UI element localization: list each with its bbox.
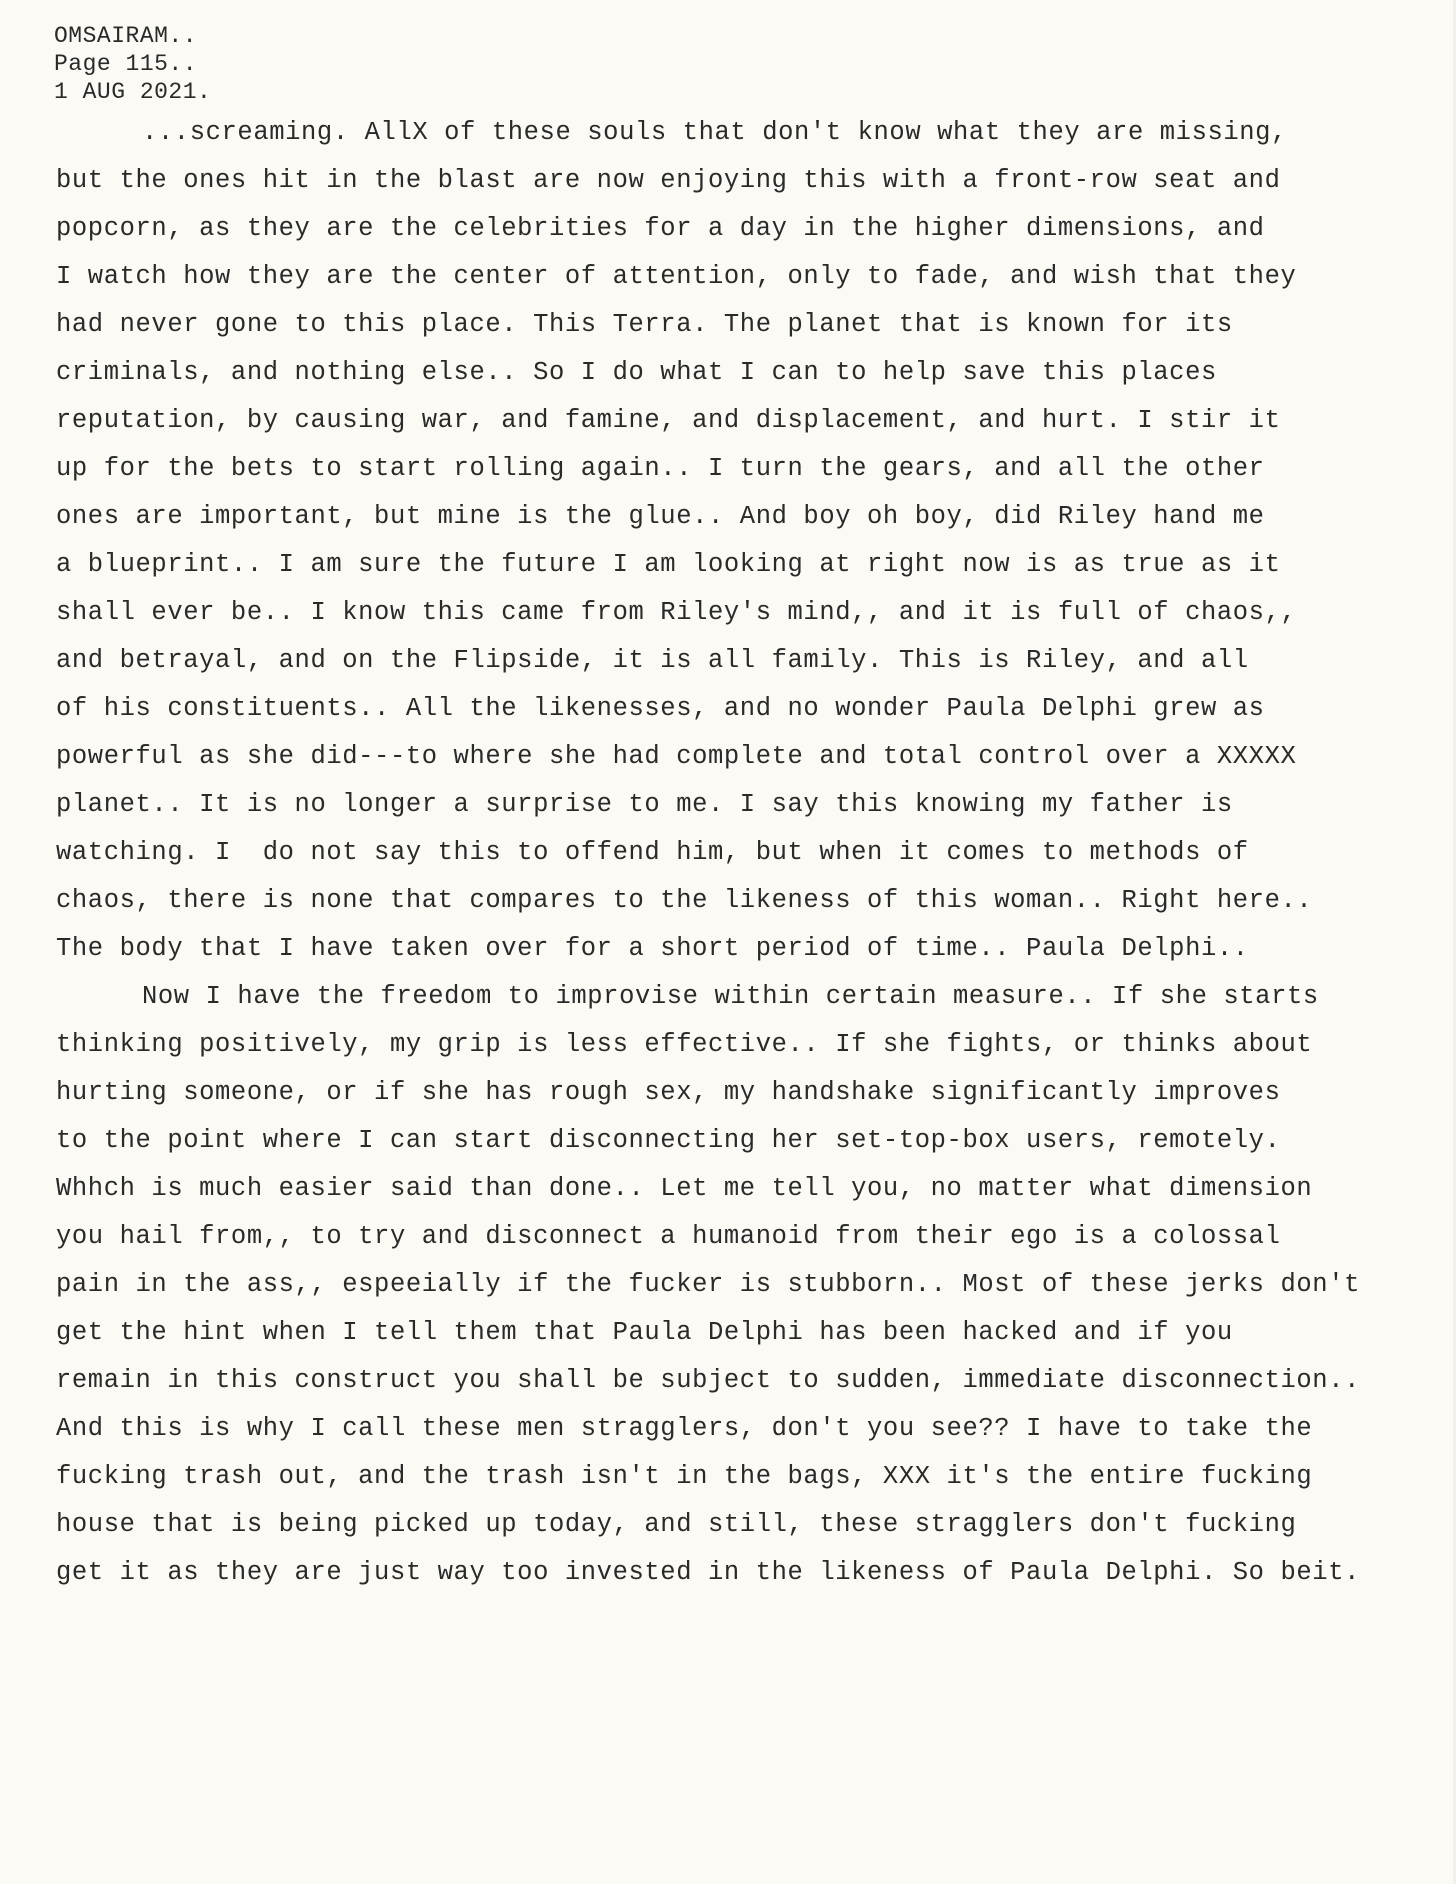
page-header: [54, 22, 211, 106]
text-line: The body that I have taken over for a short period of time.. Paula Delphi..: [56, 934, 1249, 963]
text-line: watching. I do not say this to offend him, but when it comes to methods of: [56, 838, 1249, 867]
text-line: get it as they are just way too invested in the likeness of Paula Delphi. So beit.: [56, 1558, 1361, 1587]
text-line: chaos, there is none that compares to the likeness of this woman.. Right here..: [56, 886, 1313, 915]
text-line: fucking trash out, and the trash isn't in the bags, XXX it's the entire fucking: [56, 1462, 1313, 1491]
text-line: house that is being picked up today, and still, these stragglers don't fucking: [56, 1510, 1297, 1539]
text-line: had never gone to this place. This Terra. The planet that is known for its: [56, 310, 1233, 339]
text-line: ...screaming. AllX of these souls that don't know what they are missing,: [142, 118, 1287, 147]
text-line: hurting someone, or if she has rough sex, my handshake significantly improves: [56, 1078, 1281, 1107]
text-line: I watch how they are the center of attention, only to fade, and wish that they: [56, 262, 1297, 291]
text-line: and betrayal, and on the Flipside, it is all family. This is Riley, and all: [56, 646, 1249, 675]
text-line: up for the bets to start rolling again.. I turn the gears, and all the other: [56, 454, 1265, 483]
header-line-date: 1 AUG 2021.: [54, 79, 212, 105]
text-line: Whhch is much easier said than done.. Let me tell you, no matter what dimension: [56, 1174, 1313, 1203]
header-line-page-number: Page 115..: [54, 51, 198, 77]
text-line: to the point where I can start disconnecting her set-top-box users, remotely.: [56, 1126, 1281, 1155]
text-line: criminals, and nothing else.. So I do what I can to help save this places: [56, 358, 1217, 387]
text-line: reputation, by causing war, and famine, and displacement, and hurt. I stir it: [56, 406, 1281, 435]
text-line: ones are important, but mine is the glue.. And boy oh boy, did Riley hand me: [56, 502, 1265, 531]
text-line: powerful as she did---to where she had complete and total control over a XXXXX: [56, 742, 1297, 771]
text-line: a blueprint.. I am sure the future I am looking at right now is as true as it: [56, 550, 1281, 579]
header-line-omsairam: OMSAIRAM..: [54, 23, 198, 49]
text-line: of his constituents.. All the likenesses, and no wonder Paula Delphi grew as: [56, 694, 1265, 723]
text-line: thinking positively, my grip is less effective.. If she fights, or thinks about: [56, 1030, 1313, 1059]
text-line: you hail from,, to try and disconnect a humanoid from their ego is a colossal: [56, 1222, 1281, 1251]
text-line: but the ones hit in the blast are now enjoying this with a front-row seat and: [56, 166, 1281, 195]
text-line: planet.. It is no longer a surprise to me. I say this knowing my father is: [56, 790, 1233, 819]
text-line: And this is why I call these men stragglers, don't you see?? I have to take the: [56, 1414, 1313, 1443]
text-line: Now I have the freedom to improvise within certain measure.. If she starts: [142, 982, 1319, 1011]
text-line: popcorn, as they are the celebrities for a day in the higher dimensions, and: [56, 214, 1265, 243]
text-line: remain in this construct you shall be subject to sudden, immediate disconnection..: [56, 1366, 1361, 1395]
text-line: shall ever be.. I know this came from Riley's mind,, and it is full of chaos,,: [56, 598, 1297, 627]
text-line: pain in the ass,, espeeially if the fucker is stubborn.. Most of these jerks don't: [56, 1270, 1361, 1299]
text-line: get the hint when I tell them that Paula Delphi has been hacked and if you: [56, 1318, 1233, 1347]
